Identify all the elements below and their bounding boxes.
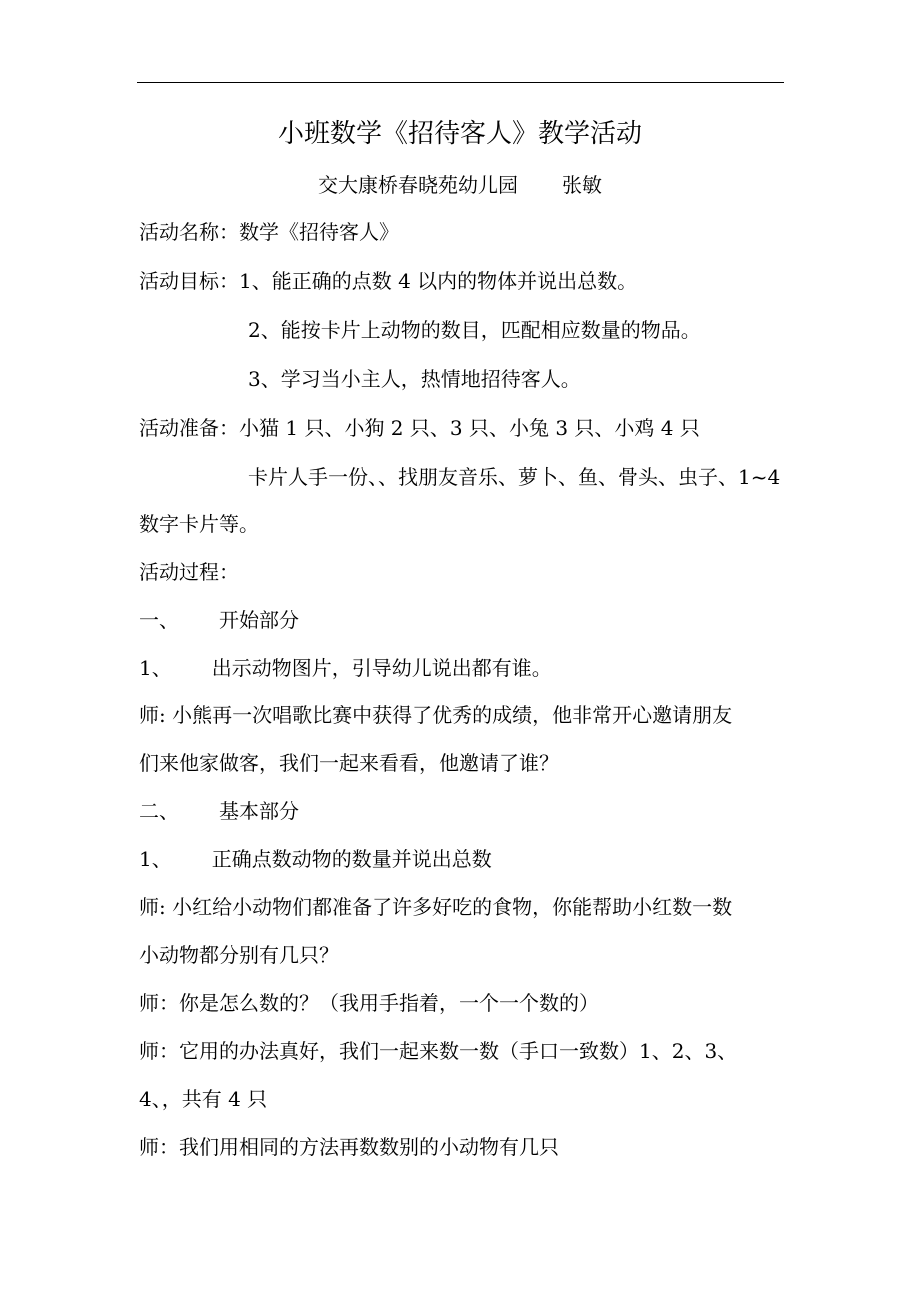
step-2-text: 正确点数动物的数量并说出总数 [211,847,492,871]
section-1-number: 一、 [139,608,179,632]
goal-line-2: 2、能按卡片上动物的数目，匹配相应数量的物品。 [248,318,701,342]
teacher-4-line-2: 4、，共有 4 只 [139,1087,268,1111]
teacher-5: 师：我们用相同的方法再数数别的小动物有几只 [139,1135,559,1159]
goal-line-1: 活动目标：1、能正确的点数 4 以内的物体并说出总数。 [139,269,638,293]
author-name: 张敏 [562,173,602,197]
prep-line-3: 数字卡片等。 [139,512,259,536]
section-1-heading [139,603,299,637]
step-2 [139,842,492,876]
section-2-title: 基本部分 [219,799,299,823]
teacher-3: 师：你是怎么数的？（我用手指着，一个一个数的） [139,991,599,1015]
step-1 [139,651,552,685]
author-line [0,168,920,202]
teacher-4-line-1: 师：它用的办法真好，我们一起来数一数（手口一致数）1、2、3、 [139,1039,738,1063]
activity-name: 活动名称：数学《招待客人》 [139,220,399,244]
goal-line-3: 3、学习当小主人，热情地招待客人。 [248,367,581,391]
teacher-1-line-1: 师: 小熊再一次唱歌比赛中获得了优秀的成绩，他非常开心邀请朋友 [139,703,733,727]
header-rule [137,82,784,83]
section-1-title: 开始部分 [219,608,299,632]
teacher-1-line-2: 们来他家做客，我们一起来看看，他邀请了谁？ [139,751,559,775]
teacher-2-line-2: 小动物都分别有几只？ [139,943,339,967]
prep-line-1: 活动准备：小猫 1 只、小狗 2 只、3 只、小兔 3 只、小鸡 4 只 [139,416,700,440]
step-2-number: 1、 [139,847,172,871]
step-1-text: 出示动物图片，引导幼儿说出都有谁。 [211,656,552,680]
document-title: 小班数学《招待客人》教学活动 [277,119,642,149]
teacher-2-line-1: 师: 小红给小动物们都准备了许多好吃的食物，你能帮助小红数一数 [139,895,733,919]
author-org: 交大康桥春晓苑幼儿园 [318,173,518,197]
section-2-heading [139,794,299,828]
process-label: 活动过程： [139,560,239,584]
section-2-number: 二、 [139,799,179,823]
prep-line-2: 卡片人手一份、、找朋友音乐、萝卜、鱼、骨头、虫子、1~4 [248,465,781,489]
step-1-number: 1、 [139,656,172,680]
